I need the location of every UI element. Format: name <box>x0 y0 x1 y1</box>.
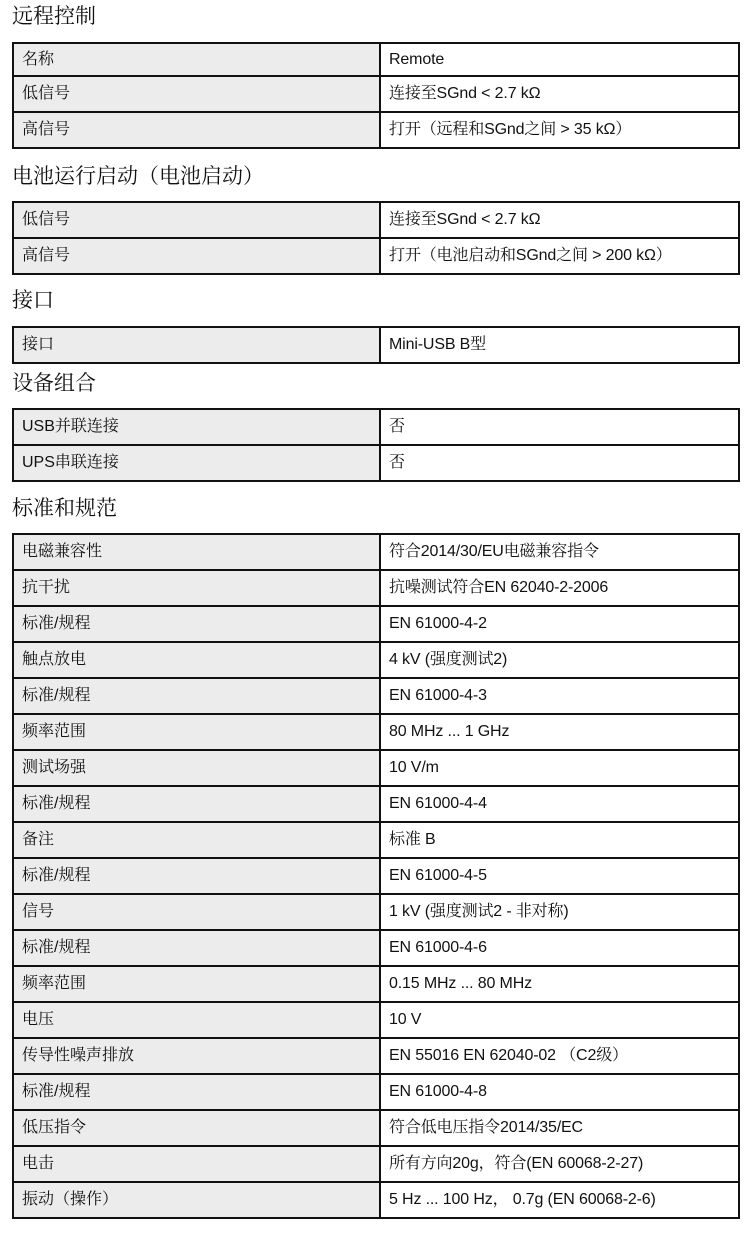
row-label: 低压指令 <box>13 1110 380 1146</box>
row-value: 符合2014/30/EU电磁兼容指令 <box>380 534 739 570</box>
row-label: 电击 <box>13 1146 380 1182</box>
spec-table-standards <box>12 533 740 1219</box>
row-label: 测试场强 <box>13 750 380 786</box>
row-value: 5 Hz ... 100 Hz， 0.7g (EN 60068-2-6) <box>380 1182 739 1218</box>
table-row <box>13 534 739 570</box>
row-value: 连接至SGnd < 2.7 kΩ <box>380 76 739 112</box>
row-value: 10 V/m <box>380 750 739 786</box>
row-value: 10 V <box>380 1002 739 1038</box>
row-label: 备注 <box>13 822 380 858</box>
row-label: USB并联连接 <box>13 409 380 445</box>
row-label: 振动（操作） <box>13 1182 380 1218</box>
table-row <box>13 1002 739 1038</box>
row-value: 连接至SGnd < 2.7 kΩ <box>380 202 739 238</box>
table-row <box>13 606 739 642</box>
table-row <box>13 750 739 786</box>
table-row <box>13 930 739 966</box>
spec-table-device-combination <box>12 408 740 482</box>
table-row <box>13 327 739 363</box>
row-label: 触点放电 <box>13 642 380 678</box>
table-row <box>13 894 739 930</box>
table-row <box>13 1182 739 1218</box>
spec-table-interface <box>12 326 740 364</box>
row-value: EN 61000-4-2 <box>380 606 739 642</box>
row-value: EN 61000-4-4 <box>380 786 739 822</box>
row-value: EN 61000-4-8 <box>380 1074 739 1110</box>
table-row <box>13 43 739 76</box>
row-label: 电压 <box>13 1002 380 1038</box>
table-row <box>13 966 739 1002</box>
table-row <box>13 1074 739 1110</box>
section-title-interface: 接口 <box>12 288 54 312</box>
table-row <box>13 786 739 822</box>
row-label: 频率范围 <box>13 714 380 750</box>
row-value: 符合低电压指令2014/35/EC <box>380 1110 739 1146</box>
row-label: 标准/规程 <box>13 606 380 642</box>
row-value: EN 61000-4-6 <box>380 930 739 966</box>
table-row <box>13 678 739 714</box>
row-label: 名称 <box>13 43 380 76</box>
row-value: 否 <box>380 409 739 445</box>
section-title-remote-control: 远程控制 <box>12 4 96 28</box>
row-value: 4 kV (强度测试2) <box>380 642 739 678</box>
section-title-battery-start: 电池运行启动（电池启动） <box>12 164 264 188</box>
row-label: 频率范围 <box>13 966 380 1002</box>
row-label: 高信号 <box>13 238 380 274</box>
table-row <box>13 1110 739 1146</box>
table-row <box>13 642 739 678</box>
row-label: 信号 <box>13 894 380 930</box>
row-value: EN 61000-4-5 <box>380 858 739 894</box>
row-value: 标准 B <box>380 822 739 858</box>
row-label: 标准/规程 <box>13 786 380 822</box>
row-label: 低信号 <box>13 202 380 238</box>
table-row <box>13 202 739 238</box>
row-label: 标准/规程 <box>13 930 380 966</box>
section-title-device-combination: 设备组合 <box>12 371 96 395</box>
row-label: 抗干扰 <box>13 570 380 606</box>
table-row <box>13 714 739 750</box>
row-value: EN 55016 EN 62040-02 （C2级） <box>380 1038 739 1074</box>
row-label: 传导性噪声排放 <box>13 1038 380 1074</box>
row-value: 80 MHz ... 1 GHz <box>380 714 739 750</box>
row-value: 0.15 MHz ... 80 MHz <box>380 966 739 1002</box>
table-row <box>13 1038 739 1074</box>
table-row <box>13 858 739 894</box>
row-value: EN 61000-4-3 <box>380 678 739 714</box>
table-row <box>13 76 739 112</box>
table-row <box>13 238 739 274</box>
spec-table-battery-start <box>12 201 740 275</box>
row-value: Mini-USB B型 <box>380 327 739 363</box>
table-row <box>13 445 739 481</box>
row-label: 电磁兼容性 <box>13 534 380 570</box>
row-value: 打开（电池启动和SGnd之间 > 200 kΩ） <box>380 238 739 274</box>
row-label: 标准/规程 <box>13 858 380 894</box>
row-label: 高信号 <box>13 112 380 148</box>
table-row <box>13 1146 739 1182</box>
row-label: 接口 <box>13 327 380 363</box>
row-label: 标准/规程 <box>13 1074 380 1110</box>
table-row <box>13 822 739 858</box>
row-value: 1 kV (强度测试2 - 非对称) <box>380 894 739 930</box>
row-label: UPS串联连接 <box>13 445 380 481</box>
section-title-standards: 标准和规范 <box>12 496 117 520</box>
table-row <box>13 409 739 445</box>
row-value: 打开（远程和SGnd之间 > 35 kΩ） <box>380 112 739 148</box>
row-label: 低信号 <box>13 76 380 112</box>
row-value: 抗噪测试符合EN 62040-2-2006 <box>380 570 739 606</box>
row-label: 标准/规程 <box>13 678 380 714</box>
table-row <box>13 570 739 606</box>
spec-table-remote-control <box>12 42 740 149</box>
row-value: 否 <box>380 445 739 481</box>
table-row <box>13 112 739 148</box>
row-value: Remote <box>380 43 739 76</box>
row-value: 所有方向20g，符合(EN 60068-2-27) <box>380 1146 739 1182</box>
